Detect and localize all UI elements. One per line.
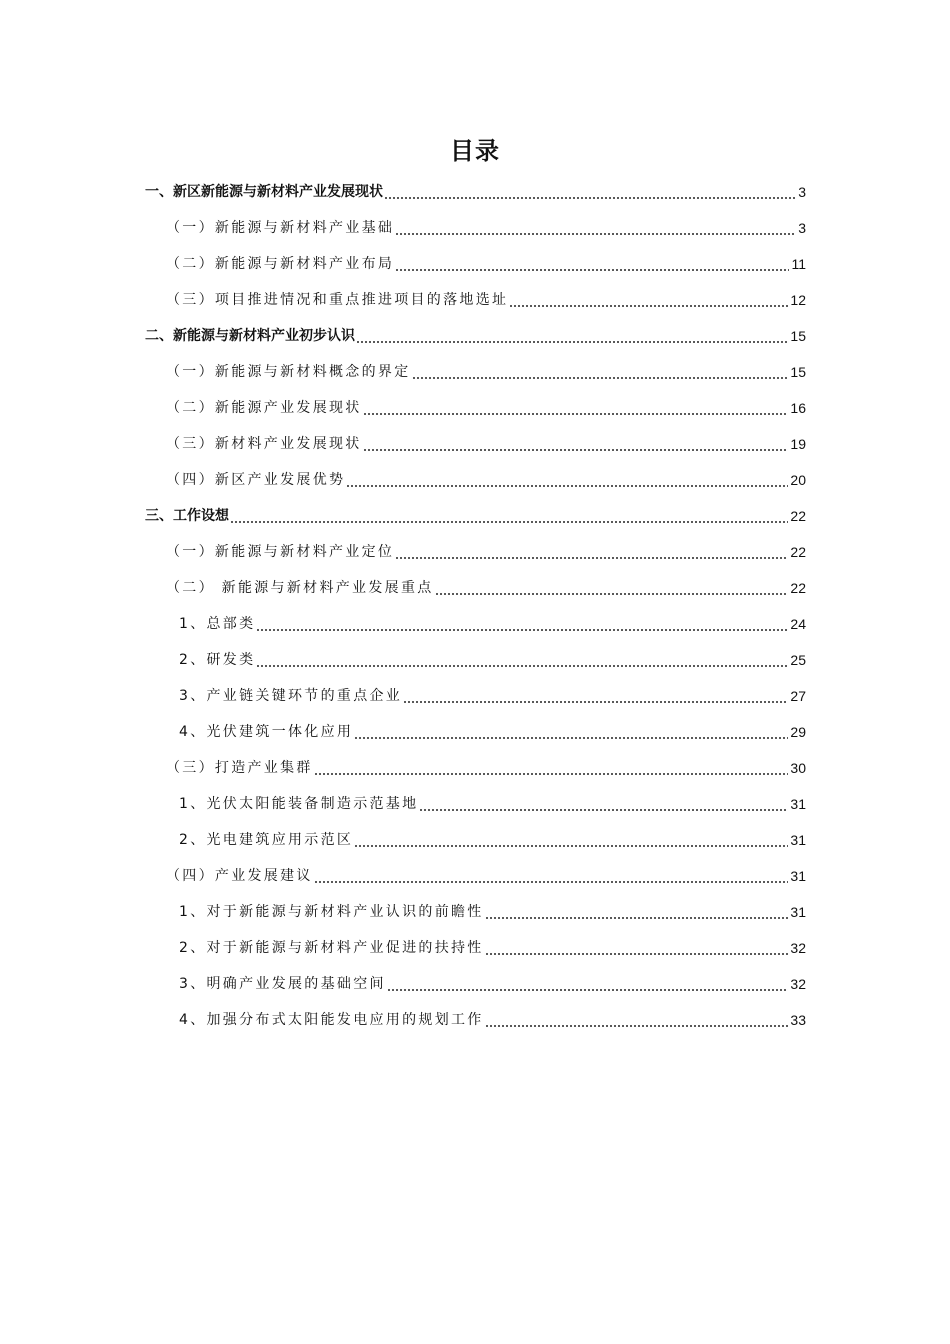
toc-entry-label: （三）打造产业集群 [166, 760, 313, 776]
toc-entry-page: 24 [790, 616, 806, 632]
toc-entry-page: 31 [790, 796, 806, 812]
dot-leader [395, 233, 796, 235]
toc-entry[interactable] [166, 534, 806, 570]
toc-entry[interactable] [179, 966, 806, 1002]
toc-entry-label: 2、光电建筑应用示范区 [179, 832, 354, 848]
dot-leader [356, 341, 788, 343]
toc-entry-label: （一）新能源与新材料产业定位 [166, 544, 395, 560]
dot-leader [256, 629, 788, 631]
dot-leader [485, 917, 789, 919]
toc-entry-page: 27 [790, 688, 806, 704]
toc-entry[interactable] [166, 750, 806, 786]
dot-leader [387, 989, 789, 991]
toc-title: 目录 [450, 137, 500, 165]
toc-entry[interactable] [179, 678, 806, 714]
dot-leader [384, 197, 796, 199]
toc-entry-page: 32 [790, 976, 806, 992]
toc-entry[interactable] [179, 1002, 806, 1038]
toc-entry-label: （一）新能源与新材料产业基础 [166, 220, 395, 236]
toc-entry-label: 2、研发类 [179, 652, 256, 668]
toc-entry-page: 11 [791, 256, 806, 272]
dot-leader [485, 1025, 789, 1027]
toc-entry[interactable] [166, 246, 806, 282]
toc-entry-page: 31 [790, 904, 806, 920]
toc-entry-label: 4、加强分布式太阳能发电应用的规划工作 [179, 1012, 484, 1028]
toc-entry-label: （三）新材料产业发展现状 [166, 436, 362, 452]
toc-entry-label: （二）新能源产业发展现状 [166, 400, 362, 416]
toc-entry[interactable] [166, 354, 806, 390]
dot-leader [395, 557, 788, 559]
dot-leader [509, 305, 788, 307]
toc-entry[interactable] [166, 462, 806, 498]
toc-entry-page: 15 [790, 328, 806, 344]
dot-leader [256, 665, 788, 667]
toc-entry-page: 16 [790, 400, 806, 416]
dot-leader [354, 845, 788, 847]
toc-entry-page: 25 [790, 652, 806, 668]
dot-leader [314, 881, 789, 883]
toc-entry-page: 22 [790, 580, 806, 596]
toc-entry-label: （四）新区产业发展优势 [166, 472, 346, 488]
toc-entry[interactable] [145, 318, 806, 354]
toc-entry[interactable] [166, 282, 806, 318]
toc-entry-label: （二）新能源与新材料产业布局 [166, 256, 395, 272]
toc-entry[interactable] [166, 570, 806, 606]
toc-entry-label: 1、对于新能源与新材料产业认识的前瞻性 [179, 904, 484, 920]
toc-entry[interactable] [166, 858, 806, 894]
dot-leader [346, 485, 788, 487]
toc-entry-label: （四）产业发展建议 [166, 868, 313, 884]
toc-entry-label: 三、工作设想 [145, 508, 229, 524]
toc-entry-page: 3 [798, 220, 806, 236]
toc-entry-label: 4、光伏建筑一体化应用 [179, 724, 354, 740]
toc-entry-page: 32 [790, 940, 806, 956]
toc-entry[interactable] [145, 498, 806, 534]
toc-entry-page: 12 [790, 292, 806, 308]
toc-entry-page: 29 [790, 724, 806, 740]
toc-entry-label: 3、明确产业发展的基础空间 [179, 976, 386, 992]
toc-entry-label: 1、光伏太阳能装备制造示范基地 [179, 796, 419, 812]
toc-entry-label: （二） 新能源与新材料产业发展重点 [166, 580, 434, 596]
toc-entry[interactable] [179, 930, 806, 966]
dot-leader [403, 701, 788, 703]
toc-entry-label: （三）项目推进情况和重点推进项目的落地选址 [166, 292, 509, 308]
dot-leader [314, 773, 789, 775]
dot-leader [230, 521, 788, 523]
toc-entry[interactable] [145, 174, 806, 210]
toc-entry-page: 15 [790, 364, 806, 380]
toc-entry[interactable] [179, 642, 806, 678]
toc-entry-page: 3 [798, 184, 806, 200]
toc-entry[interactable] [166, 390, 806, 426]
dot-leader [395, 269, 789, 271]
toc-entry[interactable] [179, 822, 806, 858]
toc-entry-label: 3、产业链关键环节的重点企业 [179, 688, 403, 704]
toc-entry-page: 22 [790, 544, 806, 560]
dot-leader [354, 737, 788, 739]
toc-entry[interactable] [166, 210, 806, 246]
toc-entry-page: 30 [790, 760, 806, 776]
toc-entry[interactable] [179, 894, 806, 930]
toc-entry-label: 2、对于新能源与新材料产业促进的扶持性 [179, 940, 484, 956]
toc-entry[interactable] [179, 714, 806, 750]
toc-entry[interactable] [166, 426, 806, 462]
toc-entry[interactable] [179, 786, 806, 822]
toc-entry[interactable] [179, 606, 806, 642]
toc-entry-label: （一）新能源与新材料概念的界定 [166, 364, 411, 380]
toc-entry-page: 33 [790, 1012, 806, 1028]
dot-leader [419, 809, 788, 811]
dot-leader [435, 593, 789, 595]
dot-leader [412, 377, 789, 379]
toc-entry-page: 31 [790, 832, 806, 848]
dot-leader [363, 449, 789, 451]
dot-leader [363, 413, 789, 415]
toc-entry-page: 19 [790, 436, 806, 452]
toc-entry-label: 一、新区新能源与新材料产业发展现状 [145, 184, 383, 200]
toc-entry-label: 二、新能源与新材料产业初步认识 [145, 328, 355, 344]
toc-entry-page: 20 [790, 472, 806, 488]
toc-entry-label: 1、总部类 [179, 616, 256, 632]
toc-entry-page: 22 [790, 508, 806, 524]
dot-leader [485, 953, 789, 955]
toc-entry-page: 31 [790, 868, 806, 884]
